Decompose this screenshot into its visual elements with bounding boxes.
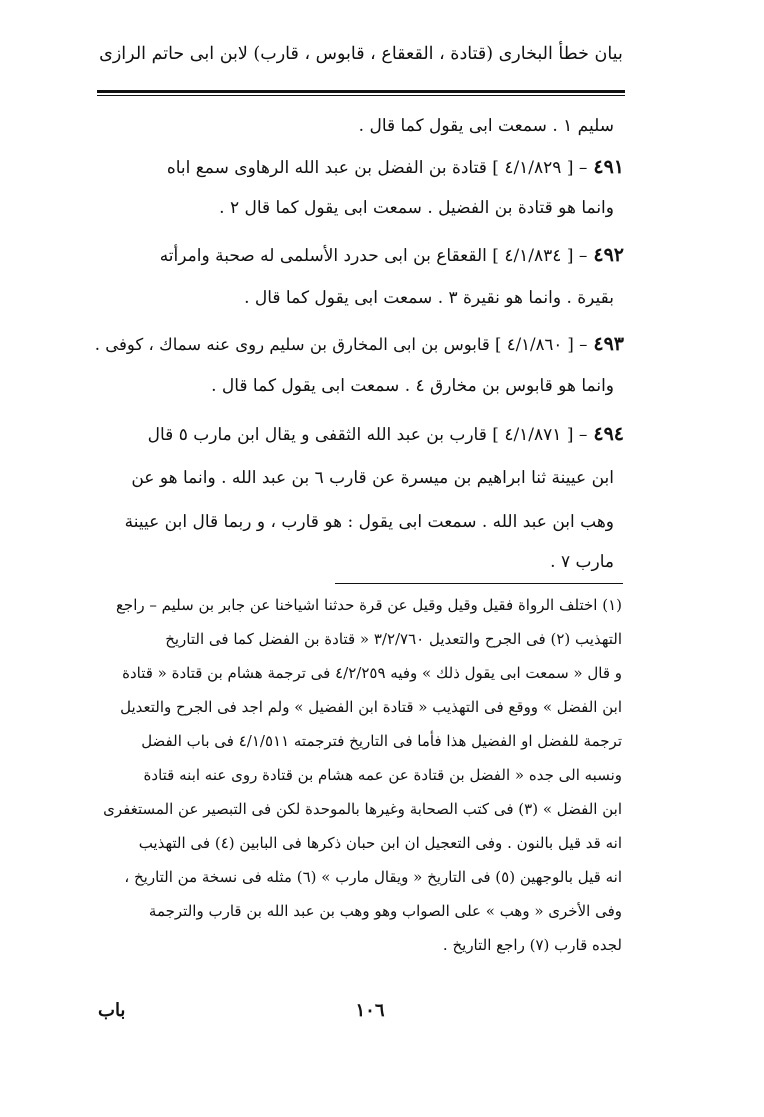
entry-494-line-3: وهب ابن عبد الله . سمعت ابى يقول : هو قارب ، و ربما قال ابن عيينة: [124, 512, 614, 532]
entry-493-number: ٤٩٣: [593, 333, 624, 355]
footnote-line: و قال « سمعت ابى يقول ذلك » وفيه ٤/٢/٢٥٩ فى ترجمة هشام بن قتادة « قتادة: [122, 664, 622, 682]
entry-continuation-line: سليم ١ . سمعت ابى يقول كما قال .: [358, 116, 614, 136]
entry-493-text-1: – [ ٤/١/٨٦٠ ] قابوس بن ابى المخارق بن سليم روى عنه سماك ، كوفى .: [94, 335, 588, 354]
entry-494-line-2: ابن عيينة ثنا ابراهيم بن ميسرة عن قارب ٦ بن عبد الله . وانما هو عن: [131, 468, 614, 488]
footnote-rule: [335, 583, 623, 584]
footnote-line: انه قد قيل بالنون . وفى التعجيل ان ابن حبان ذكرها فى البابين (٤) فى التهذيب: [138, 834, 622, 852]
header-rule-thin: [97, 95, 625, 96]
footnote-line: ترجمة للفضل او الفضيل هذا فأما فى التاريخ فترجمته ٤/١/٥١١ فى باب الفضل: [141, 732, 622, 750]
entry-492-number: ٤٩٢: [593, 244, 624, 266]
entry-494-line-4: مارب ٧ .: [550, 552, 614, 572]
entry-494-line-1: [94, 423, 624, 445]
entry-494-number: ٤٩٤: [593, 423, 624, 445]
footnote-line: ابن الفضل » (٣) فى كتب الصحابة وغيرها بالموحدة لكن فى التبصير عن المستغفرى: [103, 800, 622, 818]
entry-491-line-1: [94, 156, 624, 178]
footnote-line: ابن الفضل » ووقع فى التهذيب « قتادة ابن الفضيل » ولم اجد فى الجرح والتعديل: [120, 698, 622, 716]
footnote-line: ونسبه الى جده « الفضل بن قتادة عن عمه هشام بن قتادة روى عنه ابنه قتادة: [143, 766, 622, 784]
footnote-line: لجده قارب (٧) راجع التاريخ .: [442, 936, 622, 954]
footnote-line: انه قيل بالوجهين (٥) فى التاريخ « ويقال مارب » (٦) مثله فى نسخة من التاريخ ،: [124, 868, 622, 886]
entry-494-text-1: – [ ٤/١/٨٧١ ] قارب بن عبد الله الثقفى و يقال ابن مارب ٥ قال: [147, 425, 588, 445]
page-number: ١٠٦: [355, 1000, 385, 1021]
footnote-line: التهذيب (٢) فى الجرح والتعديل ٣/٢/٧٦٠ « قتادة بن الفضل كما فى التاريخ: [165, 630, 622, 648]
entry-492-line-2: بقيرة . وانما هو نقيرة ٣ . سمعت ابى يقول كما قال .: [244, 288, 614, 308]
header-rule-thick: [97, 90, 625, 93]
entry-491-number: ٤٩١: [593, 156, 624, 178]
entry-492-line-1: [94, 244, 624, 266]
footnote-line: وفى الأخرى « وهب » على الصواب وهو وهب بن عبد الله بن قارب والترجمة: [148, 902, 622, 920]
entry-493-line-1: [94, 333, 624, 355]
entry-491-line-2: وانما هو قتادة بن الفضيل . سمعت ابى يقول كما قال ٢ .: [219, 198, 614, 218]
entry-492-text-1: – [ ٤/١/٨٣٤ ] القعقاع بن ابى حدرد الأسلمى له صحبة وامرأته: [159, 246, 588, 266]
footnote-line: (١) اختلف الرواة فقيل وقيل وقيل عن قرة حدثنا اشياخنا عن جابر بن سليم – راجع: [115, 596, 622, 614]
entry-491-text-1: – [ ٤/١/٨٢٩ ] قتادة بن الفضل بن عبد الله الرهاوى سمع اباه: [166, 158, 588, 178]
entry-493-line-2: وانما هو قابوس بن مخارق ٤ . سمعت ابى يقول كما قال .: [211, 376, 614, 396]
running-header: بيان خطأ البخارى (قتادة ، القعقاع ، قابوس ، قارب) لابن ابى حاتم الرازى: [99, 44, 623, 64]
catchword: باب: [98, 1000, 126, 1021]
